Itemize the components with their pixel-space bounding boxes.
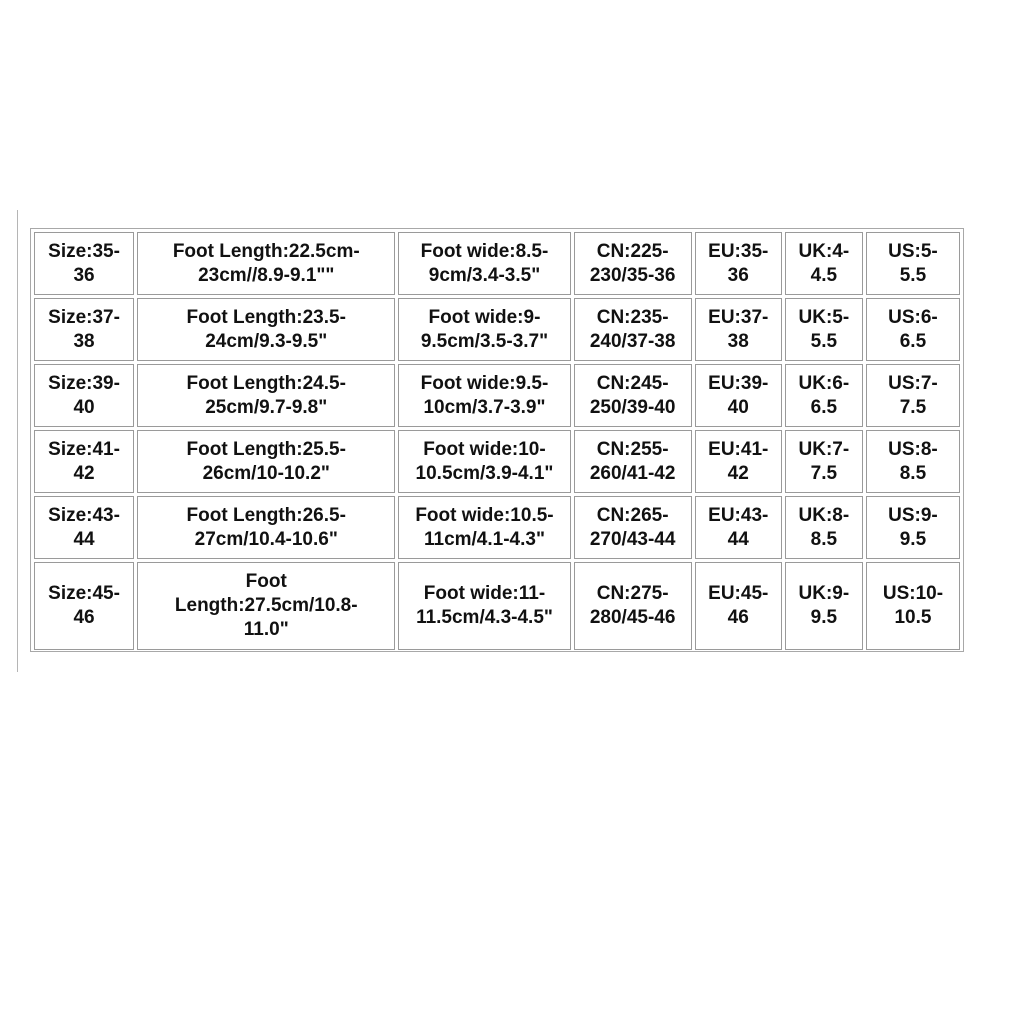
table-row [34,430,960,493]
foot-width-cell: Foot wide:9- 9.5cm/3.5-3.7" [398,298,570,361]
size-cell: Size:45- 46 [34,562,134,650]
foot-length-cell: Foot Length:23.5- 24cm/9.3-9.5" [137,298,395,361]
us-size-cell: US:9- 9.5 [866,496,960,559]
uk-size-cell: UK:4- 4.5 [785,232,863,295]
cn-size-cell: CN:265- 270/43-44 [574,496,692,559]
size-cell: Size:41- 42 [34,430,134,493]
foot-width-cell: Foot wide:11- 11.5cm/4.3-4.5" [398,562,570,650]
size-cell: Size:43- 44 [34,496,134,559]
size-cell: Size:37- 38 [34,298,134,361]
foot-width-cell: Foot wide:10.5- 11cm/4.1-4.3" [398,496,570,559]
foot-width-cell: Foot wide:9.5- 10cm/3.7-3.9" [398,364,570,427]
us-size-cell: US:8- 8.5 [866,430,960,493]
size-chart-table [31,229,963,653]
eu-size-cell: EU:41- 42 [695,430,782,493]
eu-size-cell: EU:45- 46 [695,562,782,650]
table-row [34,232,960,295]
eu-size-cell: EU:37- 38 [695,298,782,361]
cn-size-cell: CN:275- 280/45-46 [574,562,692,650]
foot-length-cell: Foot Length:24.5- 25cm/9.7-9.8" [137,364,395,427]
uk-size-cell: UK:5- 5.5 [785,298,863,361]
cn-size-cell: CN:255- 260/41-42 [574,430,692,493]
us-size-cell: US:7- 7.5 [866,364,960,427]
foot-length-cell: Foot Length:25.5- 26cm/10-10.2" [137,430,395,493]
us-size-cell: US:10- 10.5 [866,562,960,650]
foot-length-cell: Foot Length:26.5- 27cm/10.4-10.6" [137,496,395,559]
cn-size-cell: CN:225- 230/35-36 [574,232,692,295]
us-size-cell: US:6- 6.5 [866,298,960,361]
foot-length-cell: Foot Length:27.5cm/10.8- 11.0" [137,562,395,650]
eu-size-cell: EU:43- 44 [695,496,782,559]
size-cell: Size:35- 36 [34,232,134,295]
table-row [34,562,960,650]
cn-size-cell: CN:245- 250/39-40 [574,364,692,427]
us-size-cell: US:5- 5.5 [866,232,960,295]
uk-size-cell: UK:6- 6.5 [785,364,863,427]
foot-width-cell: Foot wide:8.5- 9cm/3.4-3.5" [398,232,570,295]
foot-length-cell: Foot Length:22.5cm- 23cm//8.9-9.1"" [137,232,395,295]
size-cell: Size:39- 40 [34,364,134,427]
uk-size-cell: UK:8- 8.5 [785,496,863,559]
left-divider-line [17,210,18,672]
table-row [34,496,960,559]
uk-size-cell: UK:9- 9.5 [785,562,863,650]
uk-size-cell: UK:7- 7.5 [785,430,863,493]
table-row [34,298,960,361]
eu-size-cell: EU:39- 40 [695,364,782,427]
foot-width-cell: Foot wide:10- 10.5cm/3.9-4.1" [398,430,570,493]
table-row [34,364,960,427]
cn-size-cell: CN:235- 240/37-38 [574,298,692,361]
eu-size-cell: EU:35- 36 [695,232,782,295]
